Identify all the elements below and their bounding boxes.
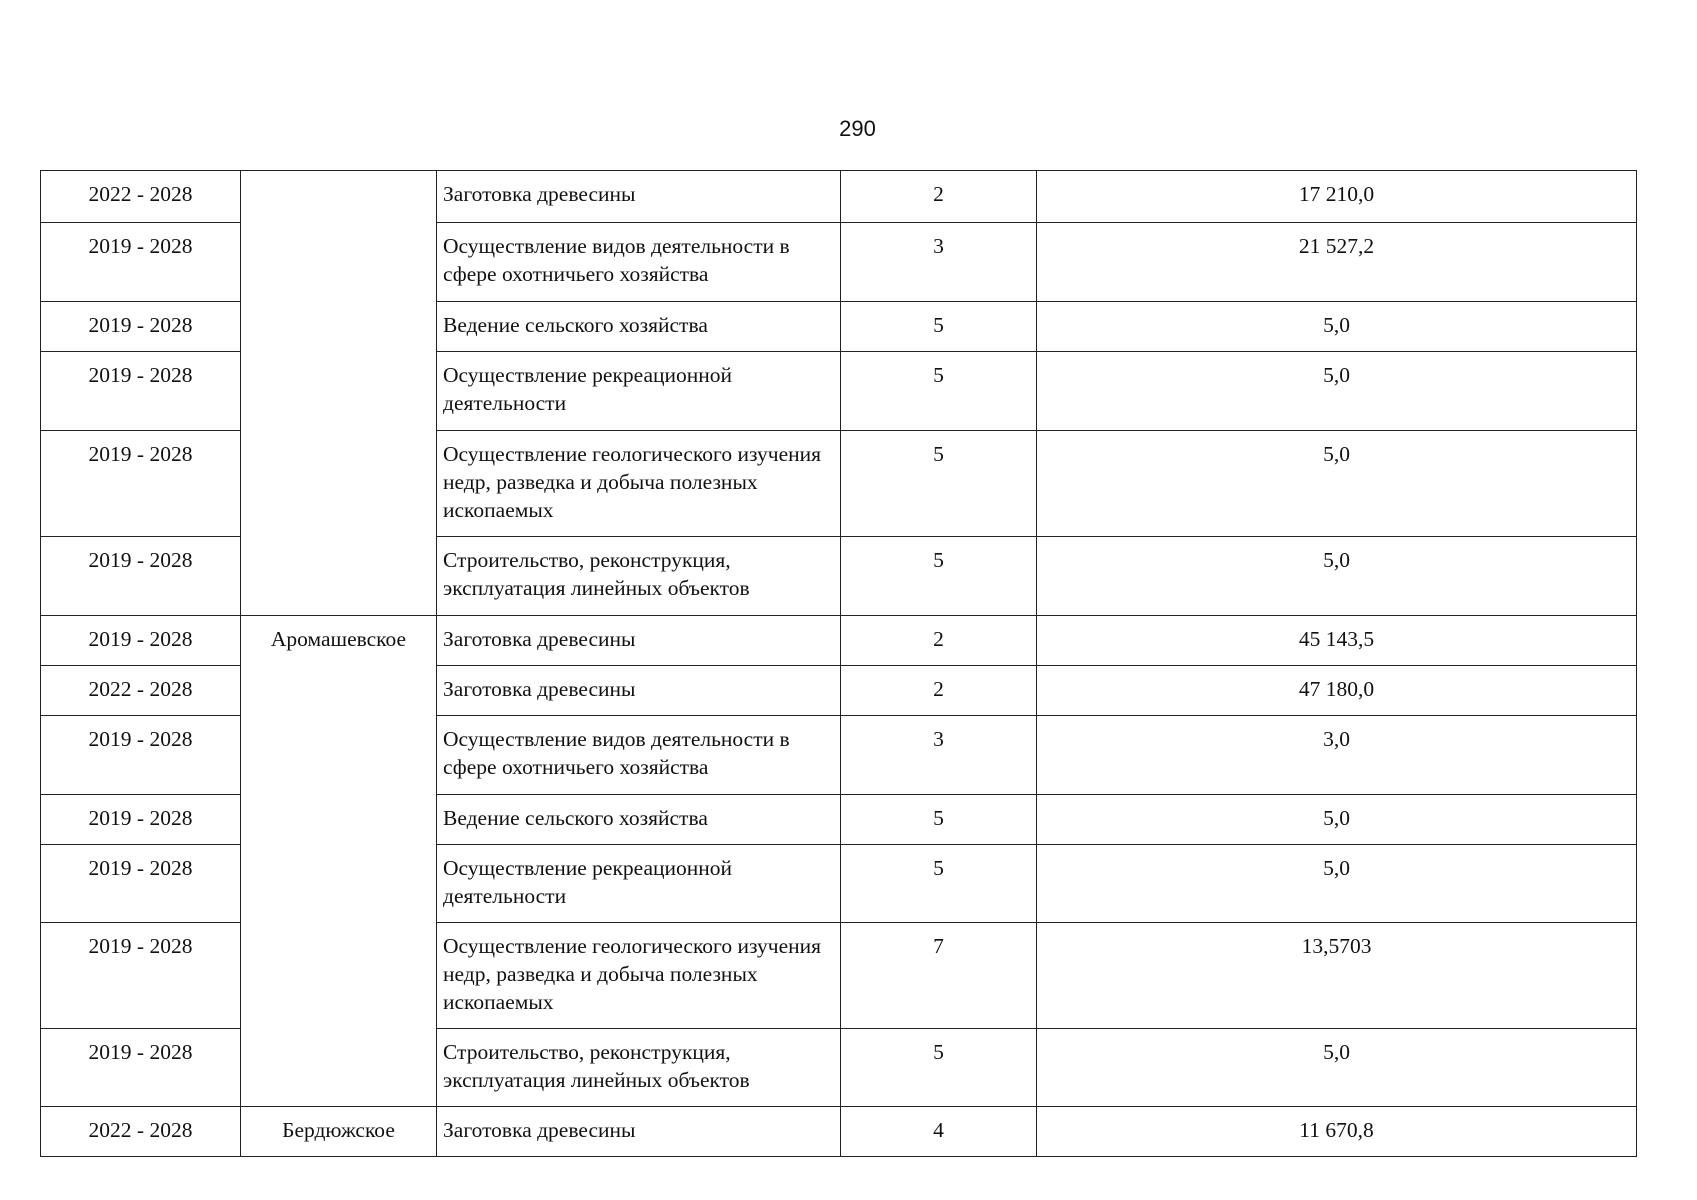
value-cell: 5,0 <box>1037 537 1637 616</box>
period-cell: 2019 - 2028 <box>41 431 241 537</box>
value-cell: 45 143,5 <box>1037 616 1637 666</box>
activity-cell: Осуществление рекреационной деятельности <box>437 352 841 431</box>
code-cell: 2 <box>841 171 1037 223</box>
code-cell: 2 <box>841 616 1037 666</box>
activity-cell: Заготовка древесины <box>437 171 841 223</box>
code-cell: 5 <box>841 352 1037 431</box>
code-cell: 5 <box>841 537 1037 616</box>
district-cell: Аромашевское <box>241 616 437 1107</box>
code-cell: 2 <box>841 666 1037 716</box>
district-cell: Бердюжское <box>241 1107 437 1157</box>
period-cell: 2019 - 2028 <box>41 923 241 1029</box>
value-cell: 47 180,0 <box>1037 666 1637 716</box>
period-cell: 2022 - 2028 <box>41 171 241 223</box>
value-cell: 5,0 <box>1037 845 1637 923</box>
period-cell: 2019 - 2028 <box>41 845 241 923</box>
table-row <box>41 1107 1637 1157</box>
code-cell: 5 <box>841 795 1037 845</box>
period-cell: 2019 - 2028 <box>41 537 241 616</box>
table-row <box>41 616 1637 666</box>
page-number: 290 <box>839 116 876 141</box>
activity-cell: Осуществление видов деятельности в сфере охотничьего хозяйства <box>437 223 841 302</box>
activity-cell: Ведение сельского хозяйства <box>437 795 841 845</box>
activity-cell: Заготовка древесины <box>437 1107 841 1157</box>
period-cell: 2019 - 2028 <box>41 223 241 302</box>
forest-use-table <box>40 170 1637 1157</box>
code-cell: 3 <box>841 716 1037 795</box>
value-cell: 17 210,0 <box>1037 171 1637 223</box>
period-cell: 2022 - 2028 <box>41 666 241 716</box>
period-cell: 2022 - 2028 <box>41 1107 241 1157</box>
code-cell: 4 <box>841 1107 1037 1157</box>
value-cell: 5,0 <box>1037 431 1637 537</box>
activity-cell: Осуществление видов деятельности в сфере охотничьего хозяйства <box>437 716 841 795</box>
district-cell <box>241 171 437 616</box>
code-cell: 5 <box>841 1029 1037 1107</box>
period-cell: 2019 - 2028 <box>41 795 241 845</box>
value-cell: 13,5703 <box>1037 923 1637 1029</box>
value-cell: 5,0 <box>1037 352 1637 431</box>
code-cell: 3 <box>841 223 1037 302</box>
value-cell: 5,0 <box>1037 1029 1637 1107</box>
code-cell: 5 <box>841 431 1037 537</box>
period-cell: 2019 - 2028 <box>41 302 241 352</box>
code-cell: 5 <box>841 845 1037 923</box>
activity-cell: Строительство, реконструкция, эксплуатация линейных объектов <box>437 537 841 616</box>
value-cell: 11 670,8 <box>1037 1107 1637 1157</box>
activity-cell: Осуществление геологического изучения недр, разведка и добыча полезных ископаемых <box>437 431 841 537</box>
activity-cell: Заготовка древесины <box>437 616 841 666</box>
value-cell: 5,0 <box>1037 795 1637 845</box>
period-cell: 2019 - 2028 <box>41 1029 241 1107</box>
code-cell: 5 <box>841 302 1037 352</box>
value-cell: 5,0 <box>1037 302 1637 352</box>
value-cell: 21 527,2 <box>1037 223 1637 302</box>
activity-cell: Осуществление геологического изучения недр, разведка и добыча полезных ископаемых <box>437 923 841 1029</box>
activity-cell: Заготовка древесины <box>437 666 841 716</box>
activity-cell: Ведение сельского хозяйства <box>437 302 841 352</box>
period-cell: 2019 - 2028 <box>41 616 241 666</box>
table-row <box>41 171 1637 223</box>
activity-cell: Осуществление рекреационной деятельности <box>437 845 841 923</box>
period-cell: 2019 - 2028 <box>41 352 241 431</box>
period-cell: 2019 - 2028 <box>41 716 241 795</box>
activity-cell: Строительство, реконструкция, эксплуатация линейных объектов <box>437 1029 841 1107</box>
value-cell: 3,0 <box>1037 716 1637 795</box>
code-cell: 7 <box>841 923 1037 1029</box>
